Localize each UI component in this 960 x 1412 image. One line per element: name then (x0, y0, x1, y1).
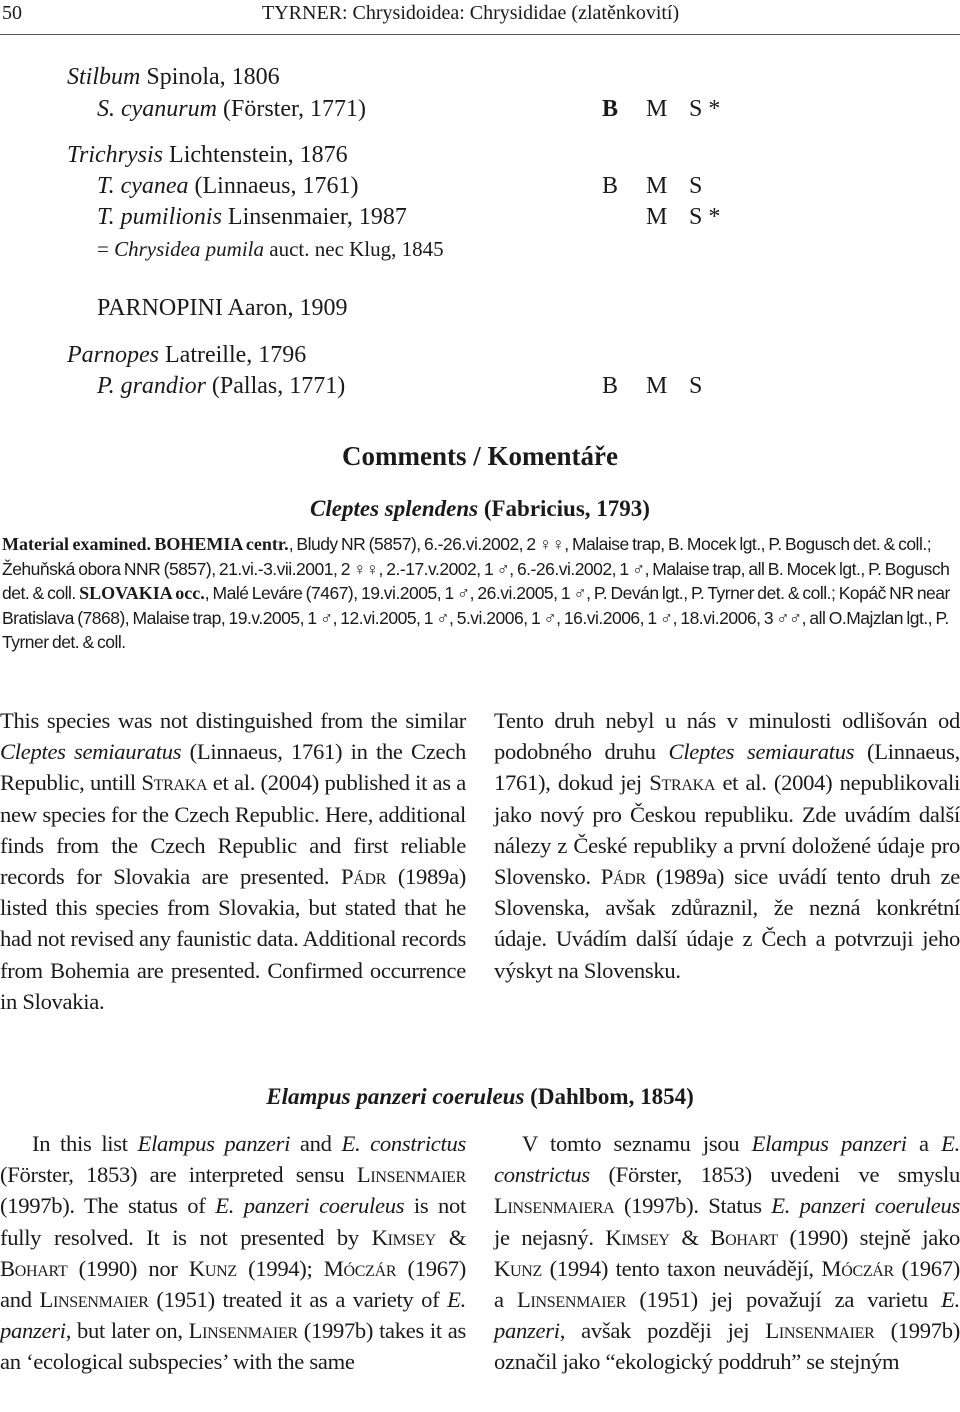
species-trichrysis-cyanea: T. cyanea (Linnaeus, 1761) (97, 173, 359, 199)
distribution-row: B M S (602, 373, 703, 399)
species-heading: Elampus panzeri coeruleus (Dahlbom, 1854) (266, 1084, 694, 1109)
comment-czech: Tento druh nebyl u nás v minulosti odlišován od podobného druhu Cleptes semiauratus (Linnaeus, 1761), dokud jej Straka et al. (2004) nepublikovali jako nový pro Českou republiku. Zde uvádím další nálezy z České republiky a první doložené údaje pro Slovensko. Pádr (1989a) sice uvádí tento druh ze Slovenska, avšak zdůraznil, že nezná konkrétní údaje. Uvádím další údaje z Čech a potvrzuji jeho výskyt na Slovensku. (494, 708, 960, 983)
material-examined: Material examined. BOHEMIA centr., Bludy NR (5857), 6.-26.vi.2002, 2 ♀♀, Malaise trap, B. Mocek lgt., P. Bogusch det. & coll.; Žehuňská obora NNR (5857), 21.vi.-3.vii.2001, 2 ♀♀, 2.-17.v.2002, 1 ♂, 6.-26.vi.2002, 1 ♂, Malaise trap, all B. Mocek lgt., P. Bogusch det. & coll. SLOVAKIA occ., Malé Leváre (7467), 19.vi.2005, 1 ♂, 26.vi.2005, 1 ♂, P. Deván lgt., P. Tyrner det. & coll.; Kopáč NR near Bratislava (7868), Malaise trap, 19.v.2005, 1 ♂, 12.vi.2005, 1 ♂, 5.vi.2006, 1 ♂, 16.vi.2006, 1 ♂, 18.vi.2006, 3 ♂♂, all O.Majzlan lgt., P. Tyrner det. & coll. (2, 534, 950, 653)
comments-heading: Comments / Komentáře (342, 441, 618, 471)
distribution-row: M S * (646, 204, 721, 230)
tribe-parnopini: PARNOPINI Aaron, 1909 (97, 295, 348, 321)
species-trichrysis-pumilionis: T. pumilionis Linsenmaier, 1987 (97, 204, 407, 230)
comment-czech: V tomto seznamu jsou Elampus panzeri a E. constrictus (Förster, 1853) uvedeni ve smyslu Linsenmaiera (1997b). Status E. panzeri coeruleus je nejasný. Kimsey & Bohart (1990) stejně jako Kunz (1994) tento taxon neuvádějí, Móczár (1967) a Linsenmaier (1951) jej považují za varietu E. panzeri, avšak později jej Linsenmaier (1997b) označil jako “ekologický poddruh” se stejným (494, 1131, 960, 1375)
genus-parnopes: Parnopes Latreille, 1796 (67, 342, 307, 368)
header-rule (0, 34, 960, 35)
species-parnopes-grandior: P. grandior (Pallas, 1771) (97, 373, 346, 399)
genus-trichrysis: Trichrysis Lichtenstein, 1876 (67, 142, 348, 168)
comment-english: This species was not distinguished from the similar Cleptes semiauratus (Linnaeus, 1761) in the Czech Republic, untill Straka et al. (2004) published it as a new species for the Czech Republic. Here, additional finds from the Czech Republic and first reliable records for Slovakia are presented. Pádr (1989a) listed this species from Slovakia, but stated that he had not revised any faunistic data. Additional records from Bohemia are presented. Confirmed occurrence in Slovakia. (0, 708, 467, 1014)
synonym-line: = Chrysidea pumila auct. nec Klug, 1845 (97, 237, 444, 261)
distribution-row: B M S * (602, 96, 721, 122)
comment-english: In this list Elampus panzeri and E. constrictus (Förster, 1853) are interpreted sensu Linsenmaier (1997b). The status of E. panzeri coeruleus is not fully resolved. It is not presented by Kimsey & Bohart (1990) nor Kunz (1994); Móczár (1967) and Linsenmaier (1951) treated it as a variety of E. panzeri, but later on, Linsenmaier (1997b) takes it as an ‘ecological subspecies’ with the same (0, 1131, 467, 1375)
species-heading: Cleptes splendens (Fabricius, 1793) (310, 496, 650, 521)
page-number: 50 (2, 2, 22, 24)
genus-stilbum: Stilbum Spinola, 1806 (67, 64, 280, 90)
distribution-row: B M S (602, 173, 703, 199)
running-title: TYRNER: Chrysidoidea: Chrysididae (zlatěnkovití) (262, 2, 680, 24)
species-stilbum-cyanurum: S. cyanurum (Förster, 1771) (97, 96, 366, 122)
